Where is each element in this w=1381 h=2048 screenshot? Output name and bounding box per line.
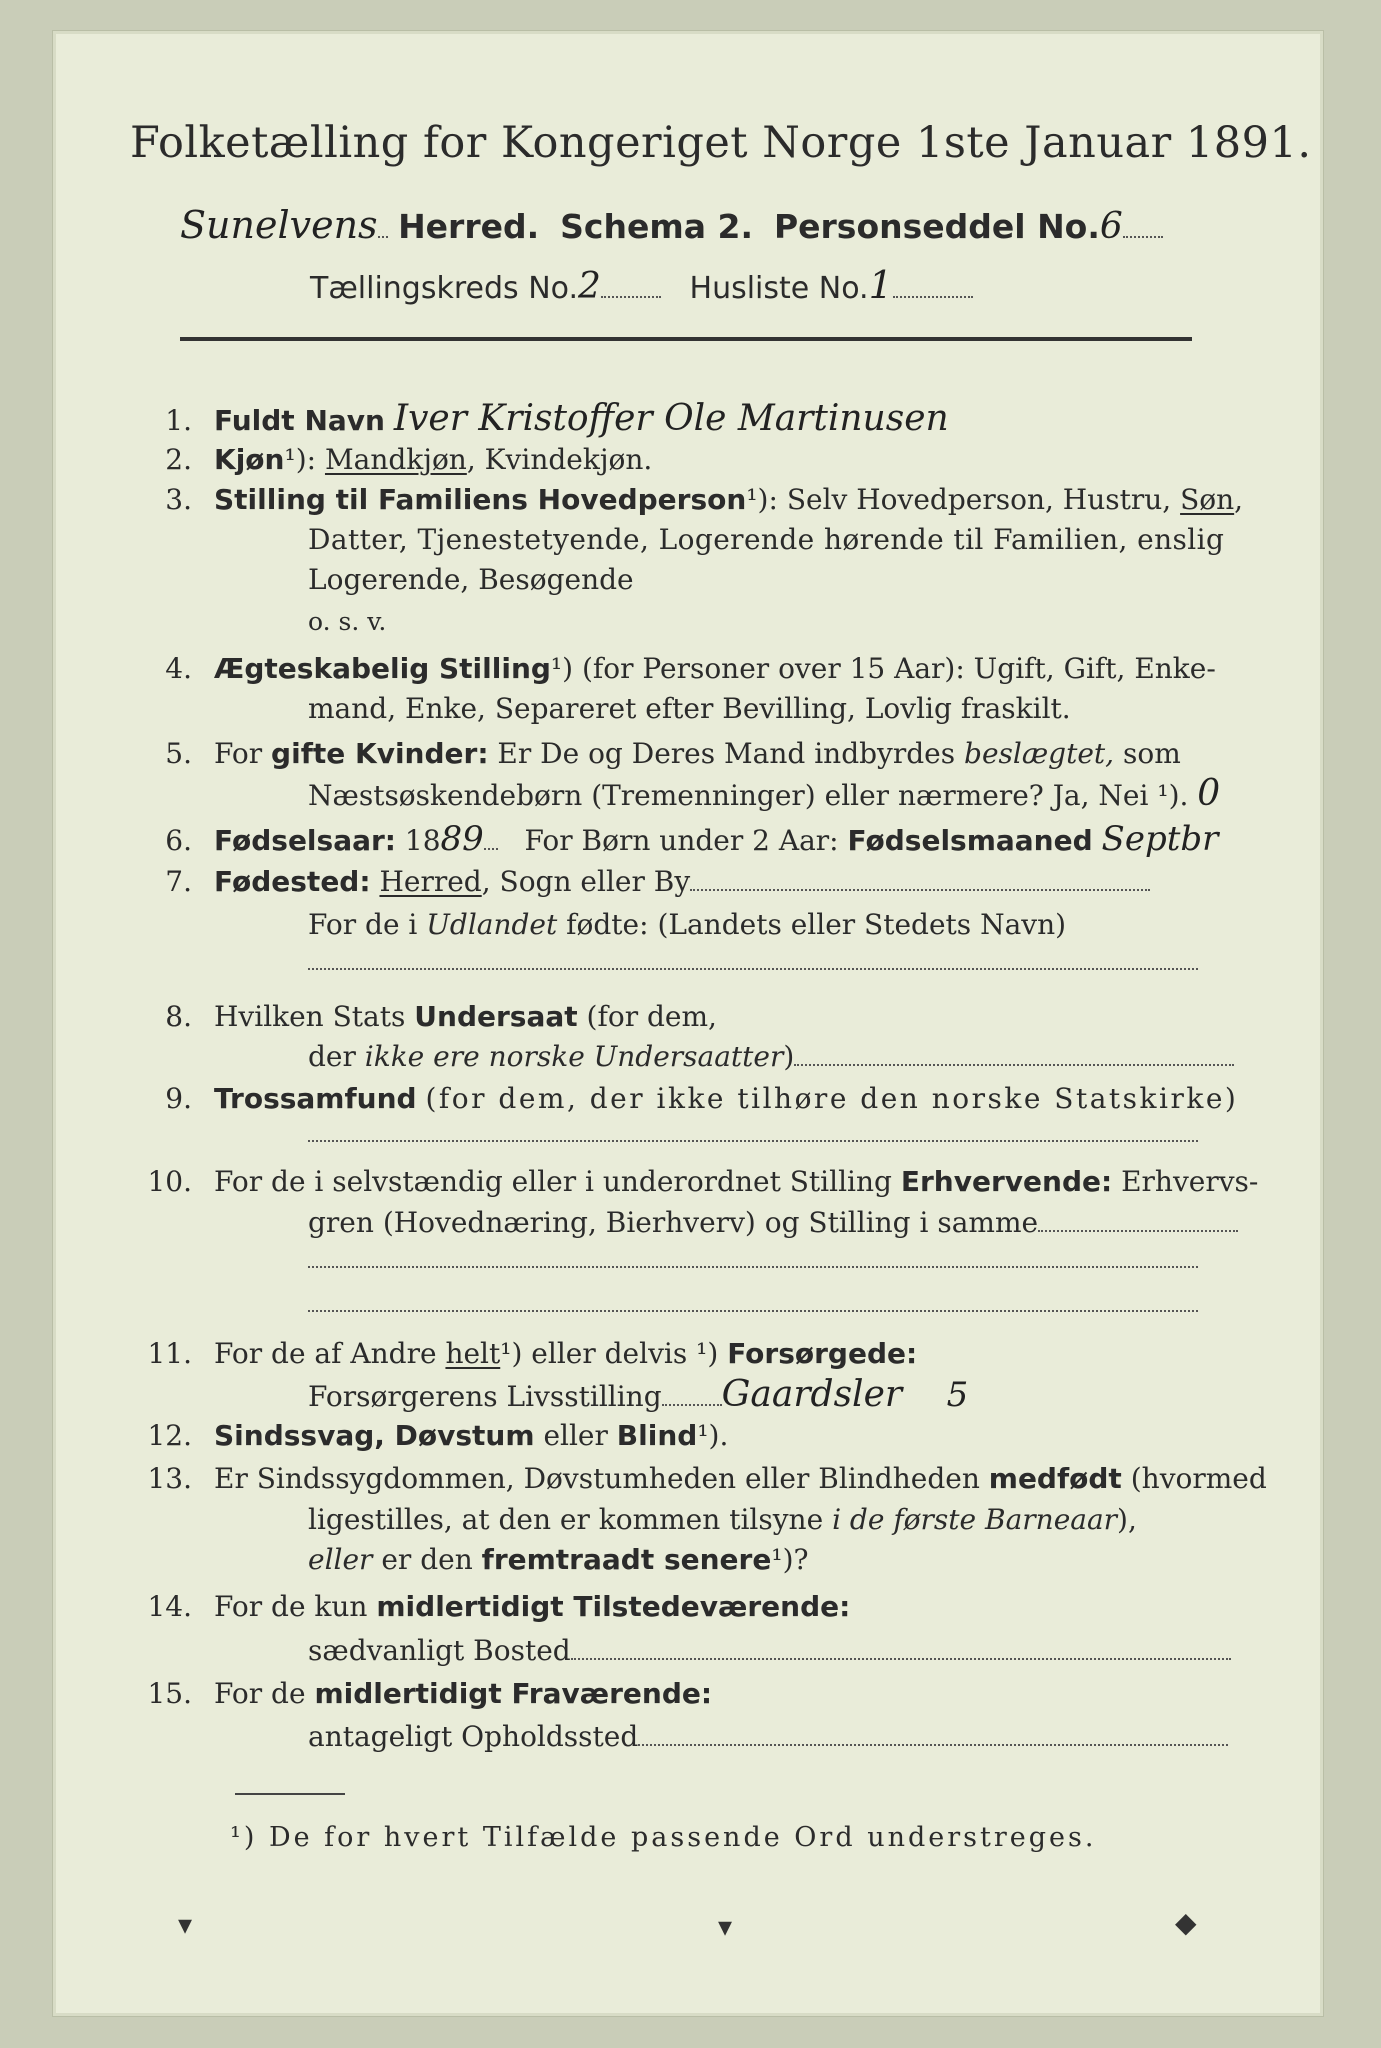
q6-month-answer: Septbr — [1101, 819, 1219, 859]
q5-label: gifte Kvinder: — [271, 737, 489, 770]
q3-label: Stilling til Familiens Hovedperson — [214, 483, 747, 516]
husliste-number: 1 — [868, 263, 893, 307]
q2-option-mandkjon: Mandkjøn — [324, 443, 467, 476]
q10-answer-line-1 — [308, 1266, 1198, 1268]
q3-option-son: Søn — [1180, 483, 1235, 516]
q1-label: Fuldt Navn — [214, 404, 385, 437]
q14-label: midlertidigt Tilstedeværende: — [376, 1590, 851, 1623]
herred-handwritten: Sunelvens — [180, 203, 378, 247]
header-line-kreds — [310, 263, 973, 307]
q13-label: medfødt — [988, 1462, 1122, 1495]
form-title: Folketælling for Kongeriget Norge 1ste Januar 1891. — [130, 118, 1312, 168]
q2-option-kvindekjon: Kvindekjøn. — [484, 443, 653, 476]
q15-label: midlertidigt Fraværende: — [314, 1677, 713, 1710]
question-11: 11. For de af Andre helt¹) eller delvis ¹) Forsørgede: — [147, 1337, 918, 1370]
q5-answer: 0 — [1197, 773, 1221, 814]
punch-mark-center: ▾ — [718, 1910, 733, 1943]
q11-label: Forsørgede: — [727, 1337, 918, 1370]
q1-answer: Iver Kristoffer Ole Martinusen — [393, 398, 949, 439]
q9-label: Trossamfund — [214, 1082, 417, 1115]
question-2: 2. Kjøn¹): Mandkjøn, Kvindekjøn. — [165, 443, 653, 476]
footnote: ¹) De for hvert Tilfælde passende Ord understreges. — [230, 1822, 1097, 1853]
question-5: 5. For gifte Kvinder: Er De og Deres Mand indbyrdes beslægtet, som — [165, 737, 1181, 770]
header-separator — [180, 337, 1192, 341]
question-1: 1. Fuldt Navn Iver Kristoffer Ole Martinusen — [165, 398, 949, 439]
punch-mark-left: ▾ — [178, 1908, 193, 1941]
kreds-number: 2 — [578, 266, 601, 307]
question-6: 6. Fødselsaar: 1889 For Børn under 2 Aar: Fødselsmaaned Septbr — [165, 819, 1219, 859]
question-10: 10. For de i selvstændig eller i underordnet Stilling Erhvervende: Erhvervs- — [147, 1165, 1259, 1198]
q8-label: Undersaat — [414, 1000, 578, 1033]
personseddel-number: 6 — [1099, 206, 1123, 247]
q7-option-herred: Herred — [379, 865, 482, 898]
husliste-label: Husliste No. — [689, 271, 869, 306]
q7-answer-line — [308, 968, 1198, 970]
question-14: 14. For de kun midlertidigt Tilstedeværende: — [147, 1590, 851, 1623]
kreds-label: Tællingskreds No. — [310, 271, 578, 306]
header-line-herred — [180, 203, 1163, 247]
q4-label: Ægteskabelig Stilling — [214, 652, 551, 685]
q10-label: Erhvervende: — [900, 1165, 1113, 1198]
question-12: 12. Sindssvag, Døvstum eller Blind¹). — [147, 1419, 729, 1452]
q12-label: Sindssvag, Døvstum — [214, 1419, 535, 1452]
q6-month-label: Fødselsmaaned — [847, 824, 1093, 857]
question-9: 9. Trossamfund (for dem, der ikke tilhøre den norske Statskirke) — [165, 1082, 1239, 1115]
q11-option-helt: helt — [445, 1337, 501, 1370]
herred-label: Herred. — [398, 207, 540, 246]
q9-answer-line — [308, 1140, 1198, 1142]
question-15: 15. For de midlertidigt Fraværende: — [147, 1677, 713, 1710]
footnote-rule — [235, 1793, 345, 1795]
personseddel-label: Personseddel No. — [773, 207, 1100, 246]
q2-label: Kjøn — [214, 443, 285, 476]
q10-answer-line-2 — [308, 1310, 1198, 1312]
schema-label: Schema 2. — [560, 207, 753, 246]
q6-year-answer: 89 — [440, 819, 484, 859]
question-7: 7. Fødested: Herred, Sogn eller By — [130, 865, 1150, 899]
q7-label: Fødested: — [214, 865, 371, 898]
q11-answer-note: 5 — [946, 1375, 969, 1415]
question-8: 8. Hvilken Stats Undersaat (for dem, — [165, 1000, 717, 1033]
q6-label: Fødselsaar: — [214, 824, 396, 857]
question-13: 13. Er Sindssygdommen, Døvstumheden eller Blindheden medfødt (hvormed — [147, 1462, 1267, 1495]
q11-answer: Gaardsler — [721, 1374, 903, 1415]
punch-mark-right: ◆ — [1175, 1906, 1197, 1939]
question-4: 4. Ægteskabelig Stilling¹) (for Personer over 15 Aar): Ugift, Gift, Enke- — [165, 652, 1216, 685]
question-3: 3. Stilling til Familiens Hovedperson¹): Selv Hovedperson, Hustru, Søn, — [165, 483, 1244, 516]
